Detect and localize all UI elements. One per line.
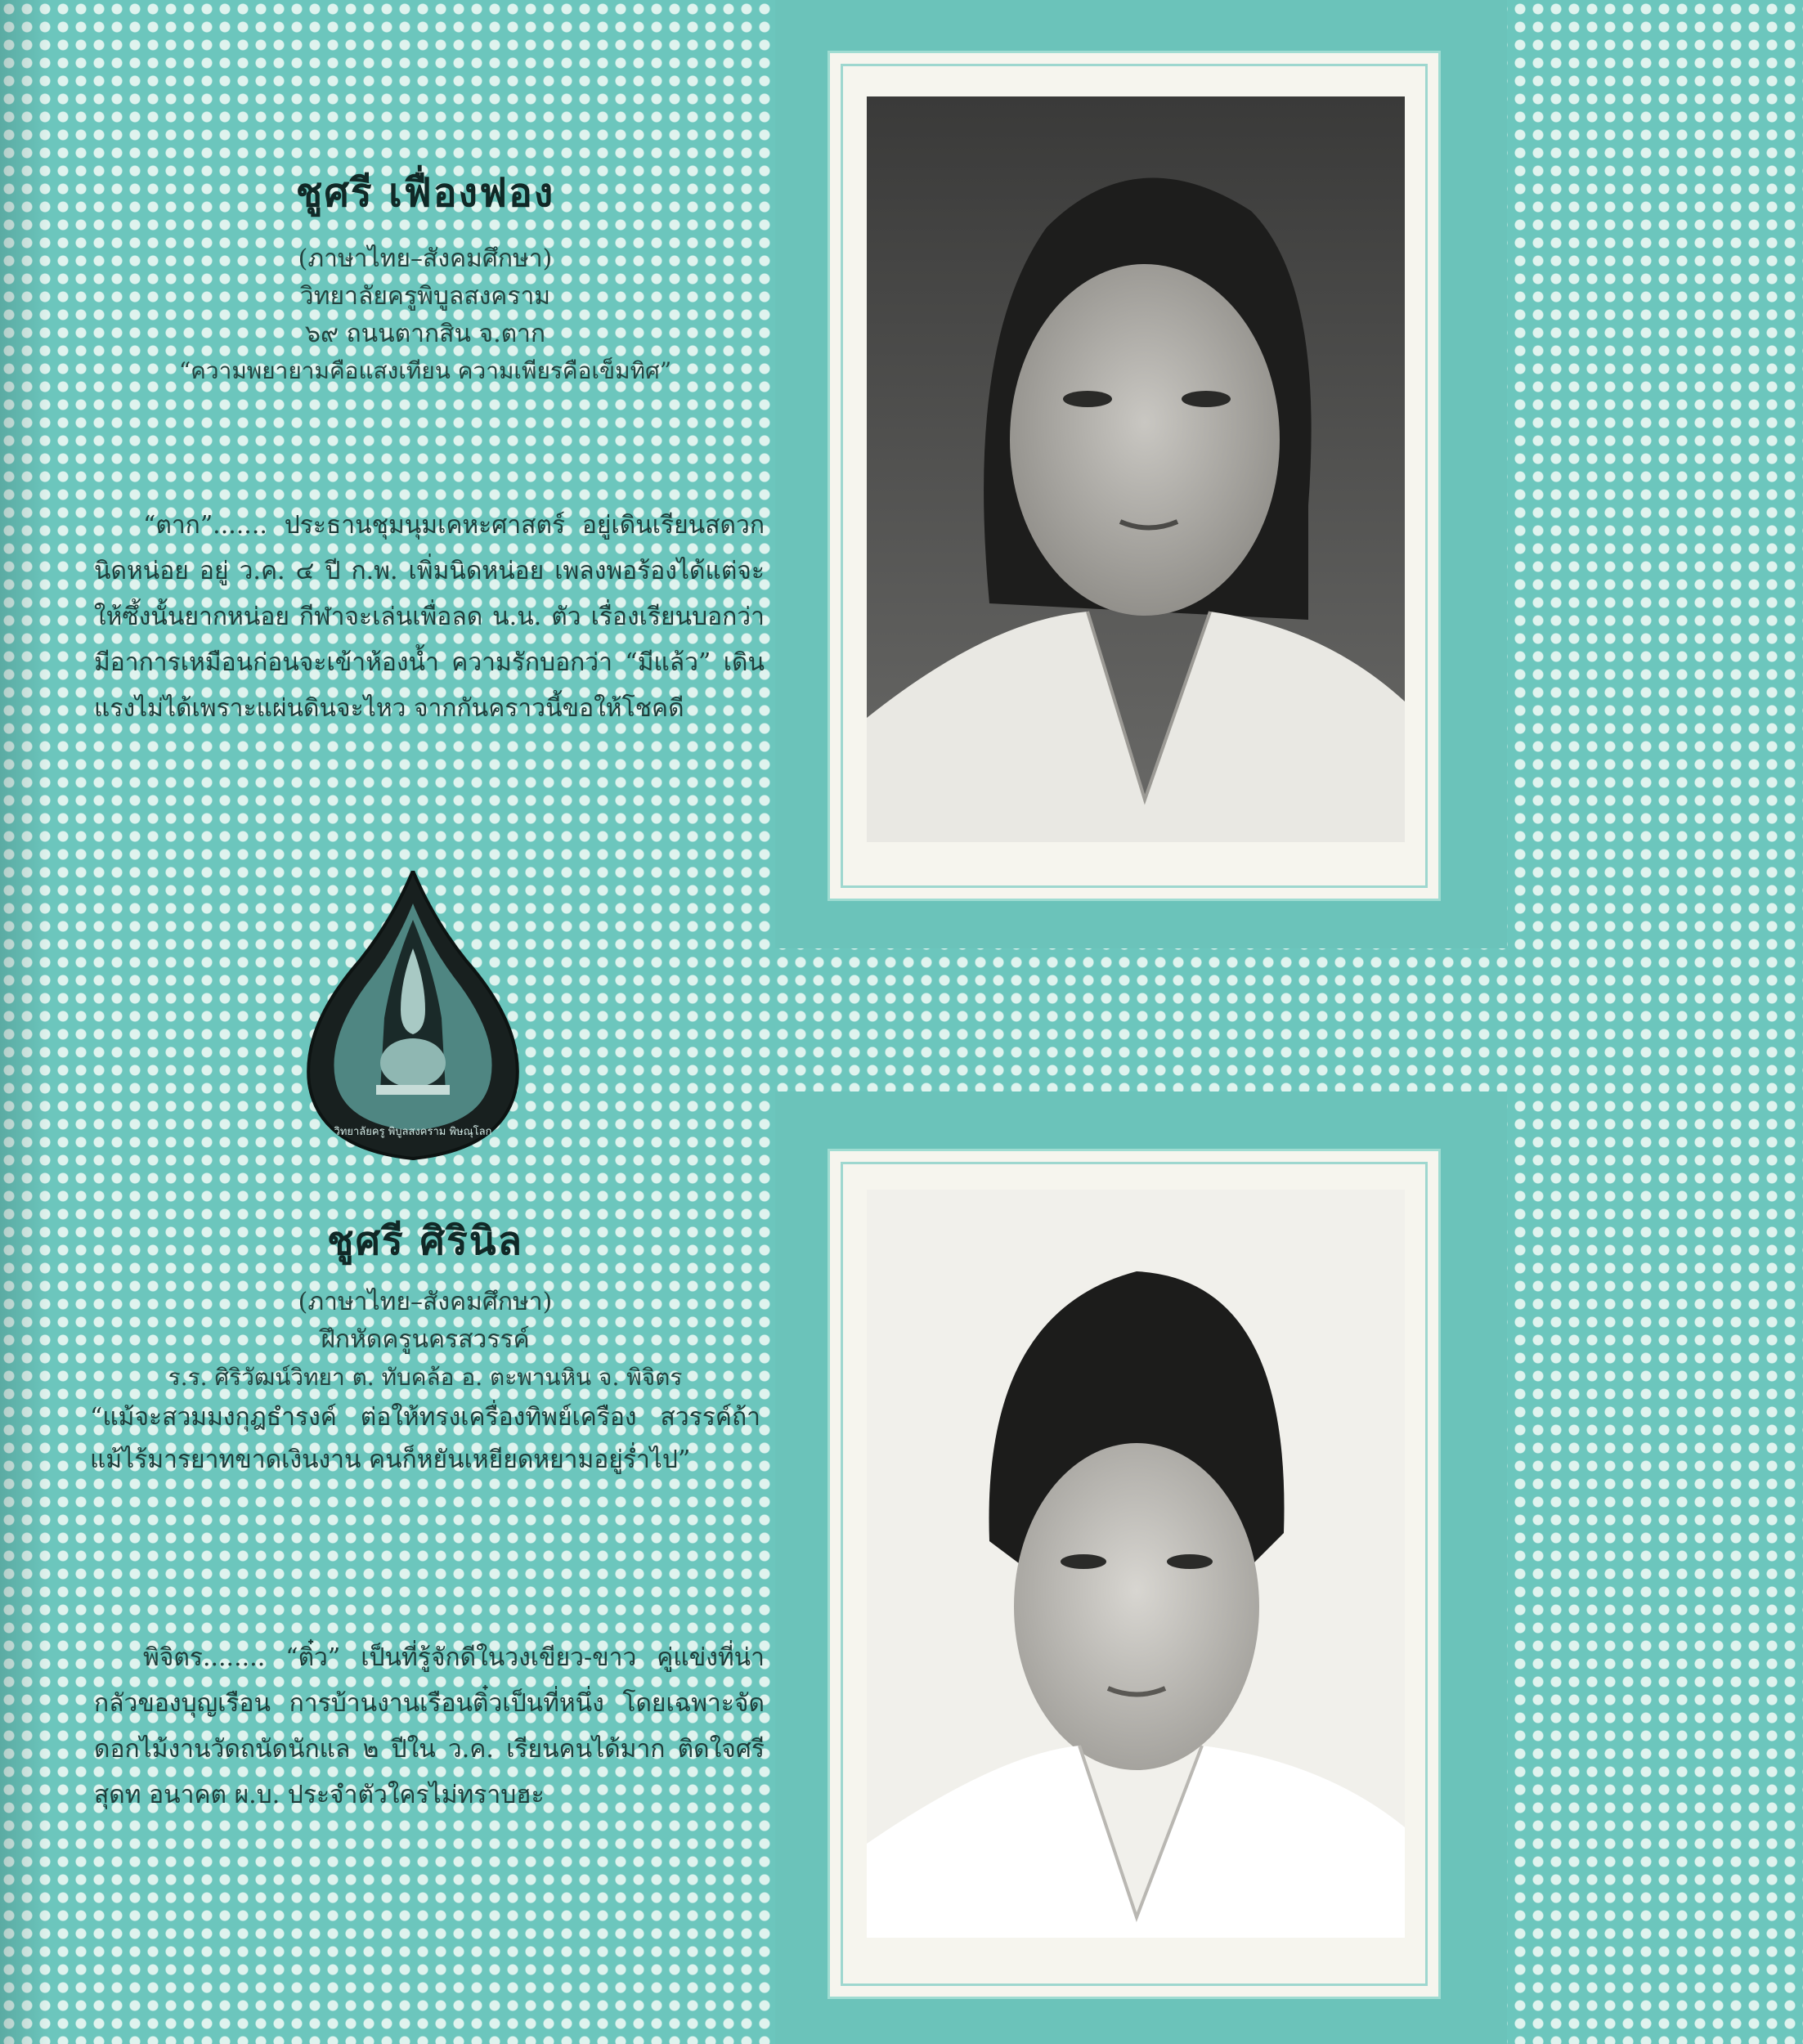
person1-motto: “ความพยายามคือแสงเทียน ความเพียรคือเข็มทิศ”	[178, 357, 672, 384]
profile-1	[90, 162, 760, 389]
emblem-text: วิทยาลัยครู พิบูลสงคราม พิษณุโลก	[334, 1126, 492, 1138]
binding-shadow	[0, 0, 49, 2044]
portrait-photo-2	[867, 1190, 1405, 1938]
profile-2	[90, 1210, 760, 1481]
person1-major: (ภาษาไทย–สังคมศึกษา)	[298, 244, 553, 273]
person2-motto: “แม้จะสวมมงกุฎธำรงค์ ต่อให้ทรงเครื่องทิพย์เครือง สวรรค์ถ้าแม้ไร้มารยาทขาดเงินงาน คนก็หยันเหยียดหยามอยู่ร่ำไป”	[90, 1403, 760, 1474]
person2-major: (ภาษาไทย–สังคมศึกษา)	[298, 1288, 553, 1316]
person1-name: ชูศรี เฟื่องฟอง	[295, 170, 555, 216]
profile-1-bio	[94, 503, 765, 732]
person2-school: ฝึกหัดครูนครสวรรค์	[321, 1325, 530, 1354]
person1-school: วิทยาลัยครูพิบูลสงคราม	[299, 282, 551, 311]
person1-bio: “ตาก”....... ประธานชุมนุมเคหะศาสตร์ อยู่เดินเรียนสดวกนิดหน่อย อยู่ ว.ค. ๔ ปี ก.พ. เพิ่มนิดหน่อย เพลงพอร้องได้แต่จะให้ซึ้งนั้นยากหน่อย กีฬาจะเล่นเพื่อลด น.น. ตัว เรื่องเรียนบอกว่ามีอาการเหมือนก่อนจะเข้าห้องน้ำ ความรักบอกว่า “มีแล้ว” เดินแรงไม่ได้เพราะแผ่นดินจะไหว จากกันคราวนี้ขอให้โชคดี	[94, 511, 765, 723]
portrait-photo-1	[867, 96, 1405, 842]
person2-name: ชูศรี ศิรินิล	[326, 1218, 523, 1264]
profile-2-bio	[94, 1635, 765, 1818]
person1-address: ๖๙ ถนนตากสิน จ.ตาก	[304, 320, 546, 348]
college-emblem	[303, 871, 523, 1161]
person2-address: ร.ร. ศิริวัฒน์วิทยา ต. ทับคล้อ อ. ตะพานหิน จ. พิจิตร	[168, 1364, 683, 1391]
person2-bio: พิจิตร........ “ติ๋ว” เป็นที่รู้จักดีในวงเขียว-ขาว คู่แข่งที่น่ากลัวของบุญเรือน การบ้านงานเรือนติ๋วเป็นที่หนึ่ง โดยเฉพาะจัดดอกไม้งานวัดถนัดนักแล ๒ ปีใน ว.ค. เรียนคนได้มาก ติดใจศรีสุดท อนาคต ผ.บ. ประจำตัวใครไม่ทราบฮะ	[94, 1643, 765, 1809]
